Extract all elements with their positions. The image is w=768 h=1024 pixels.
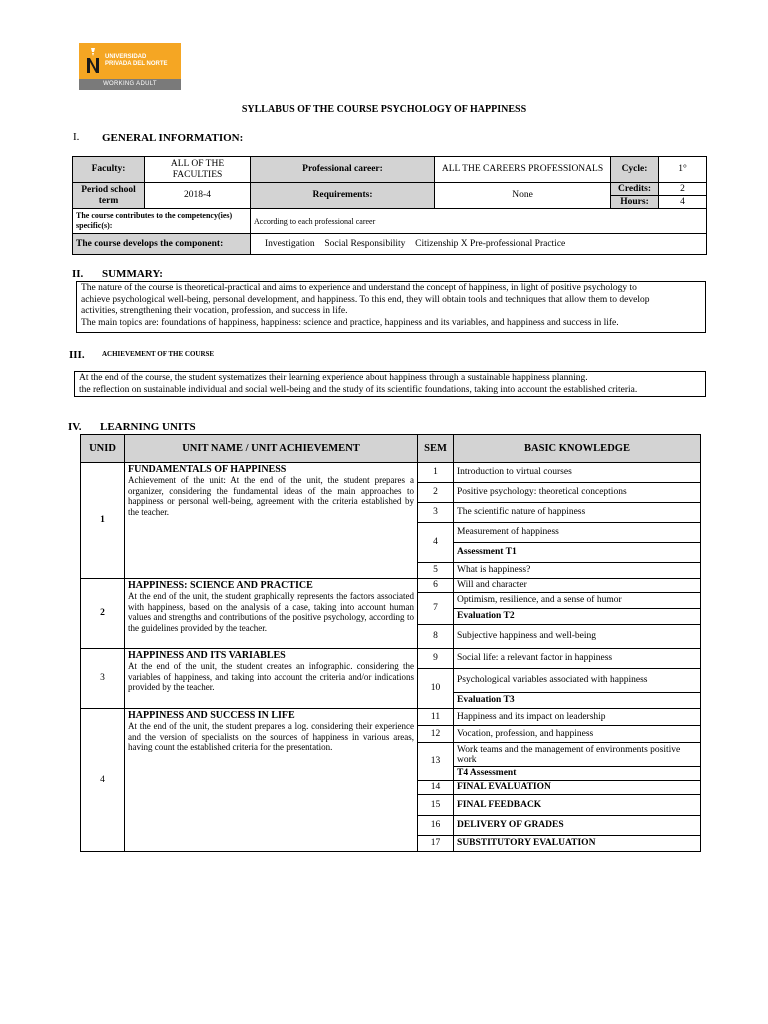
section-2-number: II. [72,268,84,280]
period-value: 2018-4 [145,183,251,209]
unit-number: 3 [81,649,125,709]
knowledge-item: FINAL EVALUATION [454,781,701,795]
competency-value: According to each professional career [251,209,707,234]
sem-number: 3 [418,503,454,523]
unit-description: At the end of the unit, the student creates an infographic. considering the variables of happiness, and taking into account the criteria and/or indications provided by the teacher. [128,661,414,692]
assessment-item: Evaluation T2 [454,609,701,625]
achievement-box [74,371,706,397]
knowledge-item: Subjective happiness and well-being [454,625,701,649]
table-row [81,649,701,669]
unit-number: 1 [81,463,125,579]
requirements-label: Requirements: [251,183,435,209]
summary-box [76,281,706,333]
cycle-label: Cycle: [611,157,659,183]
units-header-row [81,435,701,463]
requirements-value: None [435,183,611,209]
table-row [81,463,701,483]
assessment-item: T4 Assessment [454,767,701,781]
knowledge-item: DELIVERY OF GRADES [454,816,701,836]
unit-description: At the end of the unit, the student graphically represents the factors associated with happiness, based on the analysis of a case, taking into account human values and strengths and contributions of the positive psychology, according to the guidelines provided by the teacher. [128,591,414,633]
table-row [81,709,701,726]
section-1-heading: GENERAL INFORMATION: [102,132,244,144]
knowledge-item: Work teams and the management of environments positive work [454,743,701,767]
summary-line: The nature of the course is theoretical-practical and aims to experience and understand the concept of happiness, in light of positive psychology to [81,283,637,293]
hours-value: 4 [659,196,707,209]
sem-number: 10 [418,669,454,709]
knowledge-item: Introduction to virtual courses [454,463,701,483]
knowledge-item: What is happiness? [454,563,701,579]
unit-cell [125,579,418,649]
knowledge-item: Measurement of happiness [454,523,701,543]
logo-n-icon [85,48,101,75]
knowledge-item: Optimism, resilience, and a sense of humor [454,593,701,609]
credits-value: 2 [659,183,707,196]
sem-number: 7 [418,593,454,625]
unit-title: HAPPINESS AND ITS VARIABLES [128,650,286,661]
table-row [81,579,701,593]
document-title: SYLLABUS OF THE COURSE PSYCHOLOGY OF HAPPINESS [241,104,527,115]
general-info-table [72,156,707,255]
sem-number: 5 [418,563,454,579]
unit-description: At the end of the unit, the student prepares a log. considering their experience and the version of specialists on the sources of happiness in various areas, having count the established criteria for the presentation. [128,721,414,752]
assessment-item: Evaluation T3 [454,693,701,709]
knowledge-item: Vocation, profession, and happiness [454,726,701,743]
unit-description: Achievement of the unit: At the end of the unit, the student prepares a organizer, considering the fundamental ideas of the main approaches to happiness or personal well-being, agreement with the criteria established by the teacher. [128,475,414,517]
sem-number: 1 [418,463,454,483]
knowledge-item: Happiness and its impact on leadership [454,709,701,726]
knowledge-item: FINAL FEEDBACK [454,795,701,816]
sem-number: 12 [418,726,454,743]
unit-number: 2 [81,579,125,649]
logo-line-2: PRIVADA DEL NORTE [105,61,168,67]
unit-cell [125,463,418,579]
unit-title: FUNDAMENTALS OF HAPPINESS [128,464,287,475]
credits-label: Credits: [611,183,659,196]
faculty-value: ALL OF THE FACULTIES [145,157,251,183]
period-label: Period school term [73,183,145,209]
summary-line: The main topics are: foundations of happiness, happiness: science and practice, happiness and its variables, and happiness and success in life. [81,317,619,328]
sem-number: 8 [418,625,454,649]
section-3-heading: ACHIEVEMENT OF THE COURSE [102,350,215,358]
logo-footer: WORKING ADULT [79,79,181,90]
logo-text [105,54,181,68]
sem-number: 15 [418,795,454,816]
unit-cell [125,649,418,709]
competency-label: The course contributes to the competency(ies) specific(s): [73,209,251,234]
section-2-heading: SUMMARY: [102,268,163,280]
header-basic-knowledge: BASIC KNOWLEDGE [454,435,701,463]
summary-line: activities, strengthening their vocation, profession, and success in life. [81,306,348,316]
sem-number: 4 [418,523,454,563]
knowledge-item: Social life: a relevant factor in happiness [454,649,701,669]
knowledge-item: The scientific nature of happiness [454,503,701,523]
component-label: The course develops the component: [73,234,251,255]
sem-number: 17 [418,836,454,852]
knowledge-item: Positive psychology: theoretical conceptions [454,483,701,503]
career-value: ALL THE CAREERS PROFESSIONALS [435,157,611,183]
sem-number: 16 [418,816,454,836]
assessment-item: Assessment T1 [454,543,701,563]
header-unid: UNID [81,435,125,463]
section-4-heading: LEARNING UNITS [100,421,196,433]
section-1-number: I. [73,131,80,143]
logo-line-1: UNIVERSIDAD [105,54,147,60]
learning-units-table [80,434,701,852]
hours-label: Hours: [611,196,659,209]
header-unit-name: UNIT NAME / UNIT ACHIEVEMENT [125,435,418,463]
faculty-label: Faculty: [73,157,145,183]
unit-cell [125,709,418,852]
section-3-number: III. [69,349,85,361]
cycle-value: 1° [659,157,707,183]
knowledge-item: SUBSTITUTORY EVALUATION [454,836,701,852]
career-label: Professional career: [251,157,435,183]
unit-title: HAPPINESS AND SUCCESS IN LIFE [128,710,295,721]
sem-number: 9 [418,649,454,669]
summary-line: achieve psychological well-being, personal development, and happiness. To this end, they will obtain tools and techniques that allow them to develop [81,294,650,305]
unit-title: HAPPINESS: SCIENCE AND PRACTICE [128,580,313,591]
sem-number: 13 [418,743,454,781]
unit-number: 4 [81,709,125,852]
sem-number: 11 [418,709,454,726]
sem-number: 6 [418,579,454,593]
university-logo [79,43,181,90]
component-values: Investigation  Social Responsibility  Citizenship X Pre-professional Practice  [251,234,707,255]
sem-number: 2 [418,483,454,503]
knowledge-item: Will and character [454,579,701,593]
achievement-line: At the end of the course, the student systematizes their learning experience about happiness through a sustainable happiness planning. [79,373,588,383]
knowledge-item: Psychological variables associated with happiness [454,669,701,693]
achievement-line: the reflection on sustainable individual and social well-being and the study of its scientific foundations, taking into account the established criteria. [79,384,638,395]
sem-number: 14 [418,781,454,795]
section-4-number: IV. [68,421,82,433]
header-sem: SEM [418,435,454,463]
